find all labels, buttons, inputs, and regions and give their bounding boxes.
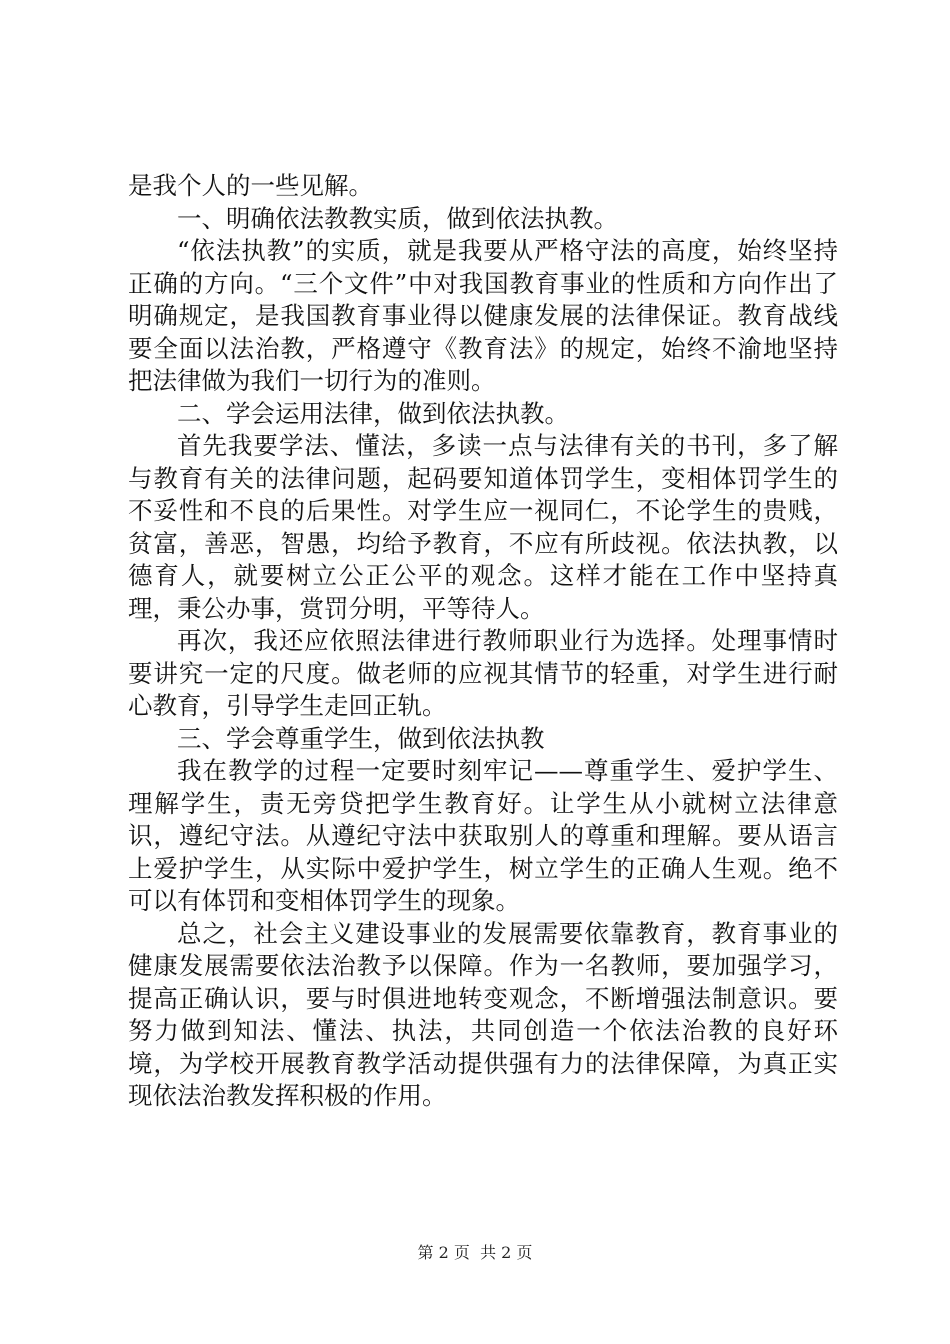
- paragraph-1: 是我个人的一些见解。: [128, 171, 373, 200]
- heading-section-1: 一、明确依法教教实质，做到依法执教。: [177, 203, 618, 233]
- page-footer: [0, 1243, 950, 1263]
- heading-section-2: 二、学会运用法律，做到依法执教。: [177, 398, 569, 428]
- paragraph-9: 总之，社会主义建设事业的发展需要依靠教育，教育事业的健康发展需要依法治教予以保障。作为一名教师，要加强学习，提高正确认识，要与时俱进地转变观念，不断增强法制意识。要努力做到知法、懂法、执法，共同创造一个依法治教的良好环境，为学校开展教育教学活动提供强有力的法律保障，为真正实现依法治教发挥积极的作用。: [128, 918, 838, 1110]
- paragraph-6: 再次，我还应依照法律进行教师职业行为选择。处理事情时要讲究一定的尺度。做老师的应视其情节的轻重，对学生进行耐心教育，引导学生走回正轨。: [128, 626, 838, 720]
- paragraph-8: 我在教学的过程一定要时刻牢记——尊重学生、爱护学生、理解学生，责无旁贷把学生教育好。让学生从小就树立法律意识，遵纪守法。从遵纪守法中获取别人的尊重和理解。要从语言上爱护学生，从实际中爱护学生，树立学生的正确人生观。绝不可以有体罚和变相体罚学生的现象。: [128, 756, 838, 915]
- document-body: [128, 170, 838, 1113]
- paragraph-3: “依法执教”的实质，就是我要从严格守法的高度，始终坚持正确的方向。“三个文件”中对我国教育事业的性质和方向作出了明确规定，是我国教育事业得以健康发展的法律保证。教育战线要全面以法治教，严格遵守《教育法》的规定，始终不渝地坚持把法律做为我们一切行为的准则。: [128, 236, 838, 395]
- page-number: 第 2 页 共 2 页: [417, 1243, 533, 1262]
- paragraph-5: 首先我要学法、懂法，多读一点与法律有关的书刊，多了解与教育有关的法律问题，起码要知道体罚学生，变相体罚学生的不妥性和不良的后果性。对学生应一视同仁，不论学生的贵贱，贫富，善恶，智愚，均给予教育，不应有所歧视。依法执教，以德育人，就要树立公正公平的观念。这样才能在工作中坚持真理，秉公办事，赏罚分明，平等待人。: [128, 431, 838, 623]
- heading-section-3: 三、学会尊重学生，做到依法执教: [177, 723, 545, 753]
